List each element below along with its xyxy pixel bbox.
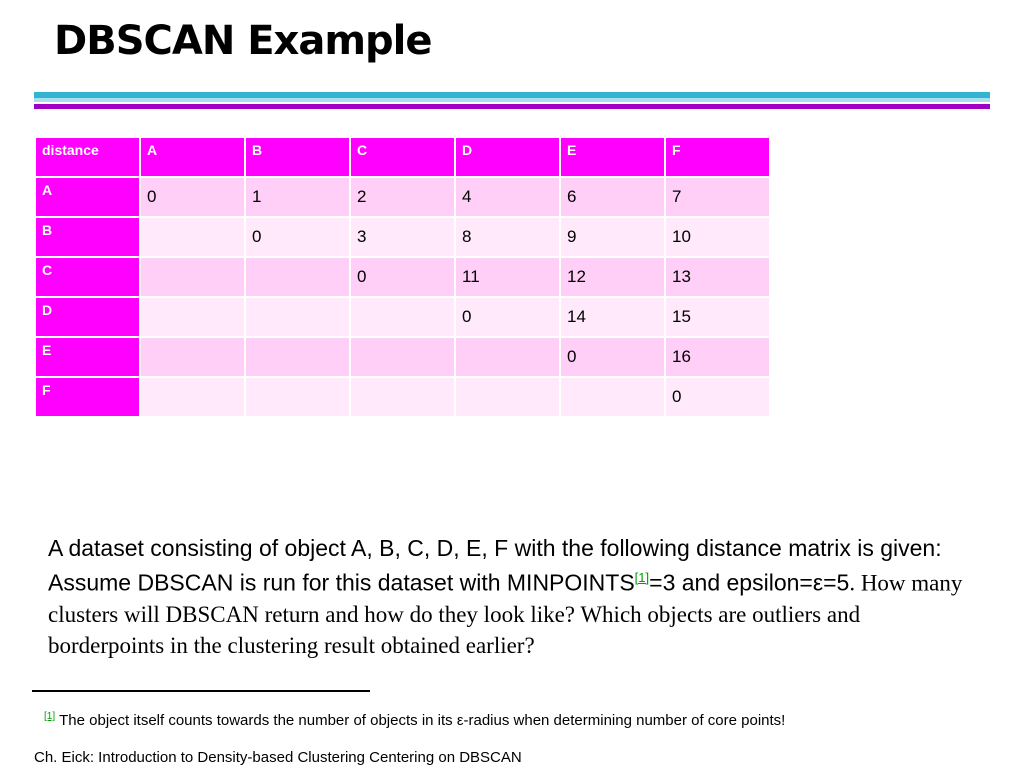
footnote-reference-link[interactable]: [1]	[634, 570, 650, 585]
row-header-f: F	[36, 378, 139, 416]
description-part-2: =3 and epsilon=ε=5	[649, 569, 850, 596]
row-header-d: D	[36, 298, 139, 336]
table-cell: 13	[666, 258, 769, 296]
table-cell: 10	[666, 218, 769, 256]
table-cell	[456, 338, 559, 376]
table-cell: 3	[351, 218, 454, 256]
table-cell: 0	[351, 258, 454, 296]
column-header-b: B	[246, 138, 349, 176]
table-cell: 12	[561, 258, 664, 296]
table-header-row	[36, 138, 769, 176]
table-cell: 0	[561, 338, 664, 376]
row-header-e: E	[36, 338, 139, 376]
column-header-f: F	[666, 138, 769, 176]
table-cell	[141, 258, 244, 296]
table-cell: 2	[351, 178, 454, 216]
table-cell	[246, 338, 349, 376]
table-cell: 15	[666, 298, 769, 336]
table-cell	[246, 378, 349, 416]
table-row-c	[36, 258, 769, 296]
table-cell: 16	[666, 338, 769, 376]
table-cell: 9	[561, 218, 664, 256]
slide-footer: Ch. Eick: Introduction to Density-based Clustering Centering on DBSCAN	[34, 749, 522, 766]
footnote-divider	[32, 690, 370, 692]
column-header-a: A	[141, 138, 244, 176]
table-cell	[351, 298, 454, 336]
table-cell	[246, 298, 349, 336]
table-row-f	[36, 378, 769, 416]
table-corner-header: distance	[36, 138, 139, 176]
table-cell	[351, 378, 454, 416]
slide-title: DBSCAN Example	[54, 18, 432, 64]
table-cell: 0	[456, 298, 559, 336]
table-row-b	[36, 218, 769, 256]
problem-description	[48, 533, 968, 661]
column-header-c: C	[351, 138, 454, 176]
table-cell	[561, 378, 664, 416]
table-cell	[246, 258, 349, 296]
table-row-a	[36, 178, 769, 216]
table-cell: 11	[456, 258, 559, 296]
column-header-d: D	[456, 138, 559, 176]
table-cell: 0	[246, 218, 349, 256]
table-cell: 14	[561, 298, 664, 336]
table-cell	[141, 218, 244, 256]
table-row-e	[36, 338, 769, 376]
footnote-marker-link[interactable]: [1]	[44, 711, 56, 722]
table-cell: 6	[561, 178, 664, 216]
distance-matrix-table	[34, 136, 771, 418]
row-header-a: A	[36, 178, 139, 216]
table-row-d	[36, 298, 769, 336]
table-cell: 1	[246, 178, 349, 216]
table-cell	[141, 338, 244, 376]
column-header-e: E	[561, 138, 664, 176]
description-question: . How many clusters will DBSCAN return and how do they look like? Which objects are outliers and borderpoints in the clustering result obtained earlier?	[48, 570, 963, 658]
table-cell	[141, 298, 244, 336]
row-header-b: B	[36, 218, 139, 256]
table-cell: 8	[456, 218, 559, 256]
table-cell: 4	[456, 178, 559, 216]
description-part-1: A dataset consisting of object A, B, C, D, E, F with the following distance matrix is given: Assume DBSCAN is run for this dataset with MINPOINTS	[48, 535, 942, 596]
title-rule-purple	[34, 104, 990, 109]
table-cell: 0	[666, 378, 769, 416]
table-cell	[456, 378, 559, 416]
table-cell	[141, 378, 244, 416]
row-header-c: C	[36, 258, 139, 296]
table-cell: 7	[666, 178, 769, 216]
table-cell	[351, 338, 454, 376]
title-rule-light-cyan	[34, 98, 990, 102]
table-cell: 0	[141, 178, 244, 216]
footnote	[44, 711, 785, 729]
footnote-text: The object itself counts towards the number of objects in its ε-radius when determining number of core points!	[59, 712, 786, 729]
